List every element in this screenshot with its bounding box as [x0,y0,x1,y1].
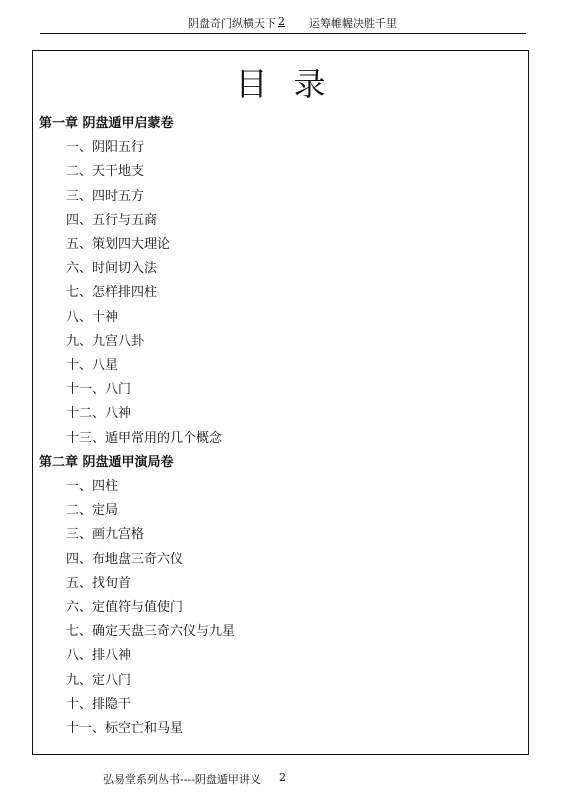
toc-section-item: 一、四柱 [66,479,119,494]
toc-section-item: 一、阴阳五行 [66,140,145,156]
header-rule [40,33,526,34]
toc-section-item: 五、找旬首 [66,575,132,591]
toc-title: 目录 [235,65,352,103]
toc-section-item: 九、九宫八卦 [66,333,145,349]
toc-section-item: 六、定值符与值使门 [66,600,184,615]
footer-series-title: 弘易堂系列丛书----阴盘遁甲讲义 [103,773,261,786]
toc-section-item: 十二、八神 [66,406,132,422]
toc-section-item: 七、确定天盘三奇六仪与九星 [66,624,236,640]
toc-section-item: 二、定局 [66,503,119,519]
toc-section-item: 十一、八门 [66,382,132,398]
footer-page-number: 2 [279,771,286,784]
toc-section-item: 八、十神 [66,309,119,325]
toc-section-item: 十三、遁甲常用的几个概念 [66,430,223,446]
toc-section-item: 二、天干地支 [66,164,145,180]
toc-section-item: 八、排八神 [66,648,132,664]
toc-section-item: 十、八星 [66,358,119,373]
toc-section-item: 十、排隐干 [66,696,132,712]
toc-chapter-heading: 第一章 阴盘遁甲启蒙卷 [39,116,174,131]
header-page-number: 2 [278,15,285,28]
table-of-contents [32,50,529,755]
toc-chapter-heading: 第二章 阴盘遁甲演局卷 [39,454,174,470]
page-header [0,12,564,32]
toc-section-item: 三、四时五方 [66,188,145,204]
page-footer [0,768,564,788]
toc-section-item: 五、策划四大理论 [66,237,171,252]
toc-section-item: 十一、标空亡和马星 [66,721,184,736]
toc-section-item: 七、怎样排四柱 [66,285,158,301]
header-book-title: 阴盘奇门纵横天下 [188,17,276,30]
toc-section-item: 九、定八门 [66,672,132,688]
toc-section-item: 四、五行与五商 [66,212,158,228]
toc-section-item: 三、画九宫格 [66,527,145,543]
header-motto: 运筹帷幄决胜千里 [309,17,397,30]
toc-section-item: 六、时间切入法 [66,261,158,277]
toc-section-item: 四、布地盘三奇六仪 [66,551,184,567]
